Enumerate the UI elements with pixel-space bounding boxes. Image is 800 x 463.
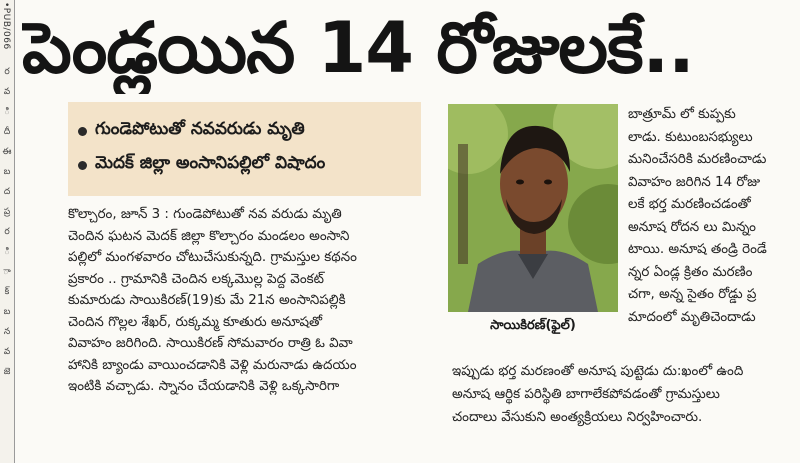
bullet-icon xyxy=(78,127,87,136)
subhead-item xyxy=(78,114,421,148)
margin-strip xyxy=(0,0,15,463)
right-line: అనూష రోదన లు మిన్నం xyxy=(628,219,756,235)
body-line: హానికి బ్యాండు వాయించడానికి వెళ్లి మరునాడు ఉదయం xyxy=(68,357,357,373)
right-line: మాదంలో మృతిచెందాడు xyxy=(628,309,756,325)
margin-char: న xyxy=(3,327,11,337)
margin-char: ఈ xyxy=(2,147,12,157)
body-line: పల్లిలో మంగళవారం చోటుచేసుకున్నది. గ్రామస్తుల కథనం xyxy=(68,250,357,265)
body-line: కుమారుడు సాయికిరణ్(19)కు మే 21న అంసానిపల్లికి xyxy=(68,293,346,308)
margin-char: బ xyxy=(3,167,11,177)
body-line: ఇంటికి వచ్చాడు. స్నానం చేయడానికి వెళ్లి ఒక్కసారిగా xyxy=(68,379,340,394)
right-line: న్నర ఏండ్ల క్రితం మరణిం xyxy=(628,264,753,280)
body-line: కొల్చారం, జూన్ 3 : గుండెపోటుతో నవ వరుడు మృతి xyxy=(68,207,342,222)
margin-char: ి xyxy=(4,107,10,117)
page-code: •PUB/066 xyxy=(1,2,11,50)
margin-char: దీ xyxy=(3,127,11,137)
article-body xyxy=(68,204,440,398)
margin-char: ా xyxy=(3,267,11,277)
right-line: చగా, అన్న సైతం రోడ్డు ప్ర xyxy=(628,287,757,302)
right-line: మనించేసరికి మరణించాడు xyxy=(628,152,767,167)
right-line: లకే భర్త మరణించడంతో xyxy=(628,197,751,212)
margin-char: వ xyxy=(3,87,11,97)
subhead-text: గుండెపోటుతో నవవరుడు మృతి xyxy=(95,119,305,139)
margin-char: క్ xyxy=(4,287,10,297)
right-line: బాత్రూమ్ లో కుప్పకు xyxy=(628,107,736,122)
right-line: వివాహం జరిగిన 14 రోజు xyxy=(628,174,761,190)
margin-char: ప్ర xyxy=(3,207,11,217)
margin-char: జె xyxy=(3,367,11,377)
right-line: లాడు. కుటుంబసభ్యులు xyxy=(628,129,753,145)
margin-char: వ xyxy=(3,347,11,357)
bottom-line: ఇప్పుడు భర్త మరణంతో అనూష పుట్టెడు దు:ఖంలో ఉంది xyxy=(452,364,744,379)
margin-char: ి xyxy=(4,247,10,257)
headline: పెండ్లయిన 14 రోజులకే.. xyxy=(22,7,694,89)
subhead-item xyxy=(78,148,421,182)
body-line: ప్రకారం .. గ్రామానికి చెందిన లక్కమొల్ల పెద్ద వెంకట్ xyxy=(68,271,324,287)
bottom-line: అనూష ఆర్థిక పరిస్థితి బాగాలేకపోవడంతో గ్రామస్తులు xyxy=(452,387,720,402)
subhead-box xyxy=(68,102,421,196)
photo-caption: సాయికిరణ్(ఫైల్) xyxy=(490,318,576,333)
body-line: చెందిన ఘటన మెదక్ జిల్లా కొల్చారం మండలం అంసాని xyxy=(68,228,350,244)
subhead-text: మెదక్ జిల్లా అంసానిపల్లిలో విషాదం xyxy=(95,153,326,173)
margin-chars xyxy=(1,62,13,382)
bottom-paragraph xyxy=(452,360,800,429)
margin-char: ద xyxy=(3,187,11,197)
margin-char: ర xyxy=(4,67,10,77)
bullet-icon xyxy=(78,161,87,170)
margin-char: బ xyxy=(3,307,11,317)
body-line: చెందిన గొల్లల శేఖర్, రుక్కమ్మ కూతురు అనూషతో xyxy=(68,314,323,330)
bottom-line: చందాలు వేసుకుని అంత్యక్రియలు నిర్వహించారు. xyxy=(452,410,703,425)
margin-char: ర xyxy=(4,227,10,237)
right-column xyxy=(628,104,800,329)
body-line: వివాహం జరిగింది. సాయికిరణ్ సోమవారం రాత్రి ఓ వివా xyxy=(68,336,353,351)
portrait-photo xyxy=(448,104,618,312)
right-line: టాయి. అనూష తండ్రి రెండే xyxy=(628,242,767,257)
portrait-illustration xyxy=(448,104,618,312)
